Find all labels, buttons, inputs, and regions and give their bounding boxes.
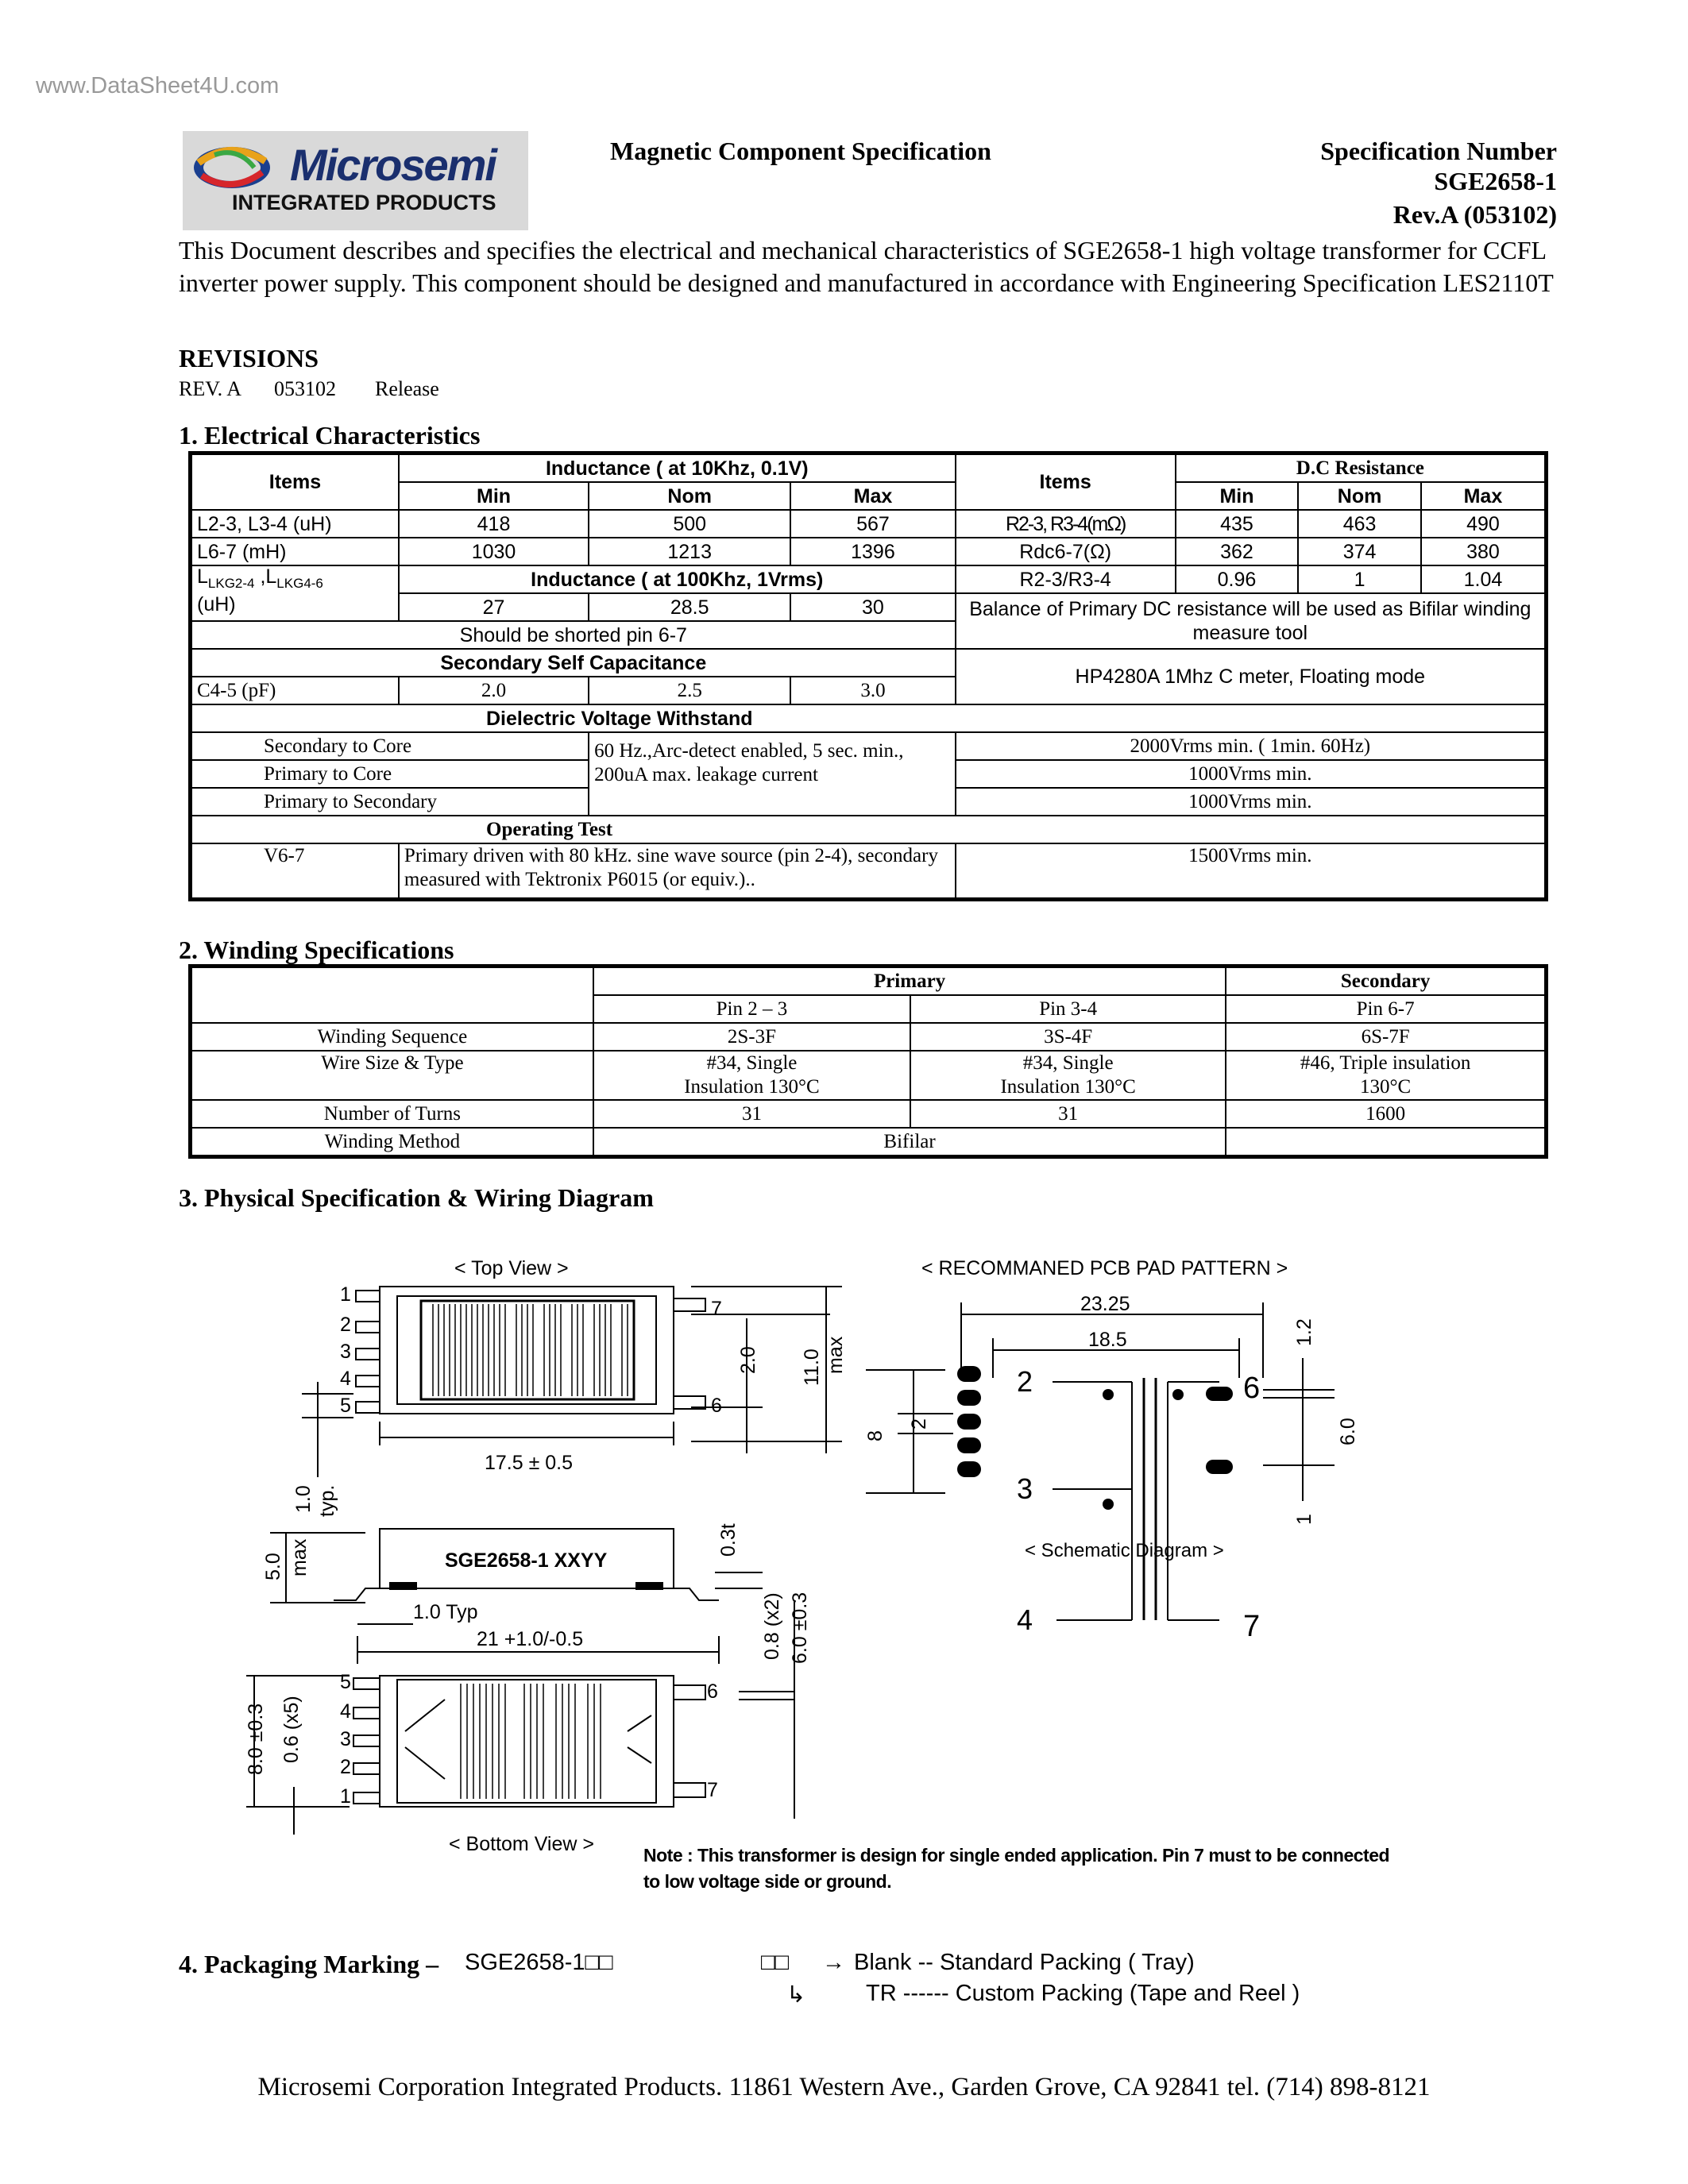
physical-drawing xyxy=(0,1239,1688,1922)
svg-text:3: 3 xyxy=(340,1728,351,1750)
revision-date: 053102 xyxy=(274,377,336,400)
svg-text:4: 4 xyxy=(1017,1603,1033,1636)
pcb-pattern-label: < RECOMMANED PCB PAD PATTERN > xyxy=(921,1257,1288,1279)
packaging-boxes: □□ xyxy=(761,1950,790,1975)
winding-table: Primary Secondary Pin 2 – 3 Pin 3-4 Pin 6-7 Winding Sequence 2S-3F 3S-4F 6S-7F Wire Size & Type #34, Single Insulation 130°C #34, Single Insulation 130°C #46, Triple insulation 130°C Number of Turns 31 31 1600 Winding Method Bifilar xyxy=(188,964,1548,1159)
intro-text: This Document describes and specifies the electrical and mechanical characteristics of SGE2658-1 high voltage transformer for CCFL inverter power supply. This component should be designed and manufactured in accordance with Engineering Specification LES2110T xyxy=(179,236,1554,297)
svg-text:6: 6 xyxy=(707,1680,718,1703)
svg-text:max: max xyxy=(825,1336,847,1374)
inductance-100k-header: Inductance ( at 100Khz, 1Vrms) xyxy=(399,565,956,593)
svg-text:3: 3 xyxy=(340,1341,351,1363)
cap-meter-note: HP4280A 1Mhz C meter, Floating mode xyxy=(956,649,1547,704)
svg-text:max: max xyxy=(288,1538,311,1576)
svg-text:6.0 ±0.3: 6.0 ±0.3 xyxy=(789,1592,811,1664)
spec-number: SGE2658-1 xyxy=(1434,167,1557,195)
nom-header: Nom xyxy=(589,482,790,510)
page-title: Magnetic Component Specification xyxy=(610,137,991,165)
dielectric-header: Dielectric Voltage Withstand xyxy=(191,704,1547,732)
svg-text:1: 1 xyxy=(340,1785,351,1808)
table-row: L2-3, L3-4 (uH) 418 500 567 R2-3, R3-4(mΩ) 435 463 490 xyxy=(191,510,1547,538)
primary-header: Primary xyxy=(593,967,1226,996)
table-row: Winding Sequence 2S-3F 3S-4F 6S-7F xyxy=(191,1023,1547,1051)
table-row: Number of Turns 31 31 1600 xyxy=(191,1100,1547,1128)
svg-text:1.2: 1.2 xyxy=(1293,1318,1315,1346)
shorted-note: Should be shorted pin 6-7 xyxy=(191,621,956,649)
secondary-header: Secondary xyxy=(1226,967,1546,996)
leakage-item: $L_{LKG2-4}$ $,L_{LKG4-6}$ (uH) xyxy=(191,565,399,621)
svg-text:5: 5 xyxy=(340,1395,351,1417)
items-header: Items xyxy=(191,453,399,511)
arrow-return-icon: ↳ xyxy=(786,1982,806,2008)
microsemi-logo xyxy=(183,131,528,230)
bottom-view-body xyxy=(380,1676,674,1807)
max-header-right: Max xyxy=(1421,482,1547,510)
svg-text:2: 2 xyxy=(1017,1365,1033,1398)
min-header-right: Min xyxy=(1176,482,1299,510)
svg-text:6: 6 xyxy=(1243,1372,1261,1405)
op-test-header: Operating Test xyxy=(191,816,1547,843)
svg-text:4: 4 xyxy=(340,1368,351,1390)
revisions-heading: REVISIONS xyxy=(179,344,319,372)
min-header: Min xyxy=(399,482,589,510)
self-cap-header: Secondary Self Capacitance xyxy=(191,649,956,677)
packaging-heading: 4. Packaging Marking – xyxy=(179,1950,439,1978)
winding-heading: 2. Winding Specifications xyxy=(179,936,454,964)
dielectric-condition: 60 Hz.,Arc-detect enabled, 5 sec. min., 200uA max. leakage current xyxy=(589,732,956,816)
bottom-view-label: < Bottom View > xyxy=(449,1833,594,1855)
max-header: Max xyxy=(790,482,955,510)
svg-text:6: 6 xyxy=(711,1395,722,1417)
arrow-right-icon: → xyxy=(822,1950,845,1975)
schematic-label: < Schematic Diagram > xyxy=(1025,1540,1224,1561)
table-row: L6-7 (mH) 1030 1213 1396 Rdc6-7(Ω) 362 374 380 xyxy=(191,538,1547,565)
balance-note: Balance of Primary DC resistance will be used as Bifilar winding measure tool xyxy=(956,593,1547,649)
svg-text:7: 7 xyxy=(1243,1610,1261,1643)
footer: Microsemi Corporation Integrated Products. 11861 Western Ave., Garden Grove, CA 92841 tel. (714) 898-8121 xyxy=(257,2073,1431,2101)
svg-text:typ.: typ. xyxy=(316,1484,338,1517)
svg-text:5: 5 xyxy=(340,1671,351,1693)
dcr-header: D.C Resistance xyxy=(1176,453,1547,483)
svg-text:8: 8 xyxy=(864,1430,886,1441)
electrical-table: Items Inductance ( at 10Khz, 0.1V) Items D.C Resistance Min Nom Max Min Nom Max L2-3, L3-4 (uH) 418 500 567 R2-3, R3-4(mΩ) 435 463 490 L6-7 (mH) 1030 1213 1396 Rdc6-7(Ω) 362 374 380 $L_{LKG2-4}$ $,L_{LKG4-6}$ (uH) Inductance ( at 100Khz, 1Vrms) R2-3/R3-4 0.96 1 1.04 27 28.5 30 Balance of Primary DC resistance will be used as Bifilar winding measure tool Should be shorted pin 6-7 Secondary Self Capacitance HP4280A 1Mhz C meter, Floating mode C4-5 (pF) 2.0 2.5 3.0 Dielectric Voltage Withstand Secondary to Core 60 Hz.,Arc-detect enabled, 5 sec. min., 200uA max. leakage current 2000Vrms min. ( 1min. 60Hz) Primary to Core 1000Vrms min. Primary to Secondary 1000Vrms min. Operating Test V6-7 Primary driven with 80 kHz. sine wave source (pin 2-4), secondary measured with Tektronix P6015 (or equiv.).. 1500Vrms min. xyxy=(188,451,1548,901)
spec-label: Specification Number xyxy=(1320,137,1557,165)
svg-text:5.0: 5.0 xyxy=(262,1553,284,1580)
svg-text:0.6 (x5): 0.6 (x5) xyxy=(280,1696,303,1763)
packaging-line1: Blank -- Standard Packing ( Tray) xyxy=(854,1950,1195,1975)
svg-text:18.5: 18.5 xyxy=(1088,1329,1127,1351)
svg-text:7: 7 xyxy=(711,1298,722,1320)
svg-text:1: 1 xyxy=(340,1283,351,1306)
svg-text:2: 2 xyxy=(340,1314,351,1336)
inductance-10k-header: Inductance ( at 10Khz, 0.1V) xyxy=(399,453,956,483)
logo-brand: Microsemi xyxy=(290,140,496,190)
svg-text:17.5 ± 0.5: 17.5 ± 0.5 xyxy=(485,1452,574,1474)
svg-text:21 +1.0/-0.5: 21 +1.0/-0.5 xyxy=(477,1628,584,1650)
logo-sub: INTEGRATED PRODUCTS xyxy=(232,191,496,214)
svg-text:7: 7 xyxy=(707,1779,718,1801)
top-view-label: < Top View > xyxy=(454,1257,569,1279)
svg-text:2.0: 2.0 xyxy=(737,1346,759,1374)
op-test-desc: Primary driven with 80 kHz. sine wave source (pin 2-4), secondary measured with Tektronix P6015 (or equiv.).. xyxy=(399,843,956,899)
physical-heading: 3. Physical Specification & Wiring Diagram xyxy=(179,1183,654,1212)
svg-text:0.8 (x2): 0.8 (x2) xyxy=(761,1592,783,1660)
packaging-line2: TR ------ Custom Packing (Tape and Reel ) xyxy=(866,1981,1300,2006)
part-marking: SGE2658-1 XXYY xyxy=(445,1549,608,1572)
svg-text:11.0: 11.0 xyxy=(801,1349,823,1386)
watermark: www.DataSheet4U.com xyxy=(36,73,280,98)
svg-text:23.25: 23.25 xyxy=(1080,1293,1130,1315)
svg-text:2: 2 xyxy=(340,1756,351,1778)
svg-text:4: 4 xyxy=(340,1700,351,1723)
svg-text:3: 3 xyxy=(1017,1472,1033,1505)
packaging-part: SGE2658-1□□ xyxy=(465,1950,613,1975)
revision-rev: REV. A xyxy=(179,377,241,400)
svg-text:2: 2 xyxy=(908,1418,930,1430)
svg-text:0.3t: 0.3t xyxy=(717,1523,740,1557)
top-view-body xyxy=(380,1287,674,1414)
items-header-right: Items xyxy=(956,453,1176,511)
svg-text:8.0 ±0.3: 8.0 ±0.3 xyxy=(245,1703,267,1775)
svg-text:1: 1 xyxy=(1293,1514,1315,1525)
svg-text:1.0: 1.0 xyxy=(292,1485,315,1513)
physical-note: Note : This transformer is design for single ended application. Pin 7 must to be connected to low voltage side or ground. xyxy=(643,1845,1390,1892)
revision-note: Release xyxy=(375,377,439,400)
electrical-heading: 1. Electrical Characteristics xyxy=(179,421,481,450)
svg-text:6.0: 6.0 xyxy=(1337,1418,1359,1445)
revision-label: Rev.A (053102) xyxy=(1393,200,1557,229)
svg-text:1.0 Typ: 1.0 Typ xyxy=(413,1601,478,1623)
nom-header-right: Nom xyxy=(1298,482,1421,510)
table-row: Wire Size & Type #34, Single Insulation 130°C #34, Single Insulation 130°C #46, Triple insulation 130°C xyxy=(191,1051,1547,1100)
